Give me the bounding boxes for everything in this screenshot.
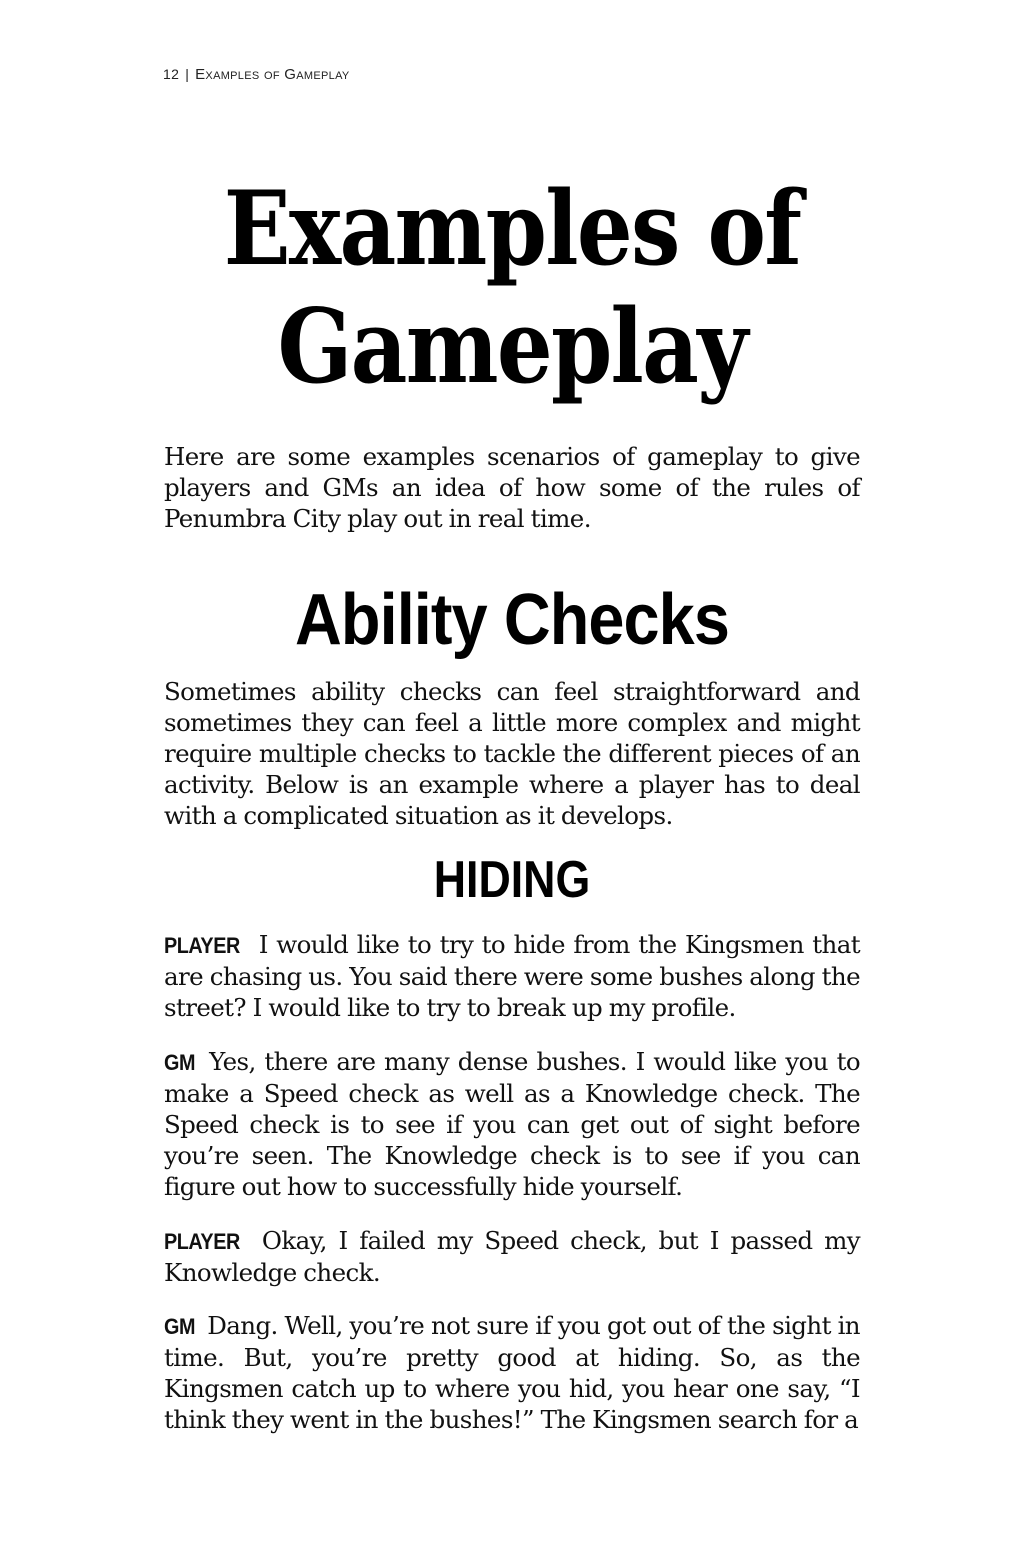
speaker-label: PLAYER xyxy=(164,1229,240,1254)
dialogue-entry xyxy=(164,1310,860,1435)
dialogue-text: I would like to try to hide from the Kingsmen that are chasing us. You said there were some bushes along the street? I would like to try to break up my profile. xyxy=(164,930,860,1022)
dialogue-entry xyxy=(164,929,860,1023)
page-title-line-2: Gameplay xyxy=(277,287,747,407)
speaker-label: PLAYER xyxy=(164,933,240,958)
dialogue-paragraph xyxy=(164,929,860,1023)
intro-paragraph: Here are some examples scenarios of gameplay to give players and GMs an idea of how some of the rules of Penumbra City play out in real time. xyxy=(164,442,860,533)
page-title-line-1: Examples of xyxy=(223,169,801,289)
speaker-label: GM xyxy=(164,1050,196,1075)
speaker-label: GM xyxy=(164,1314,196,1339)
ability-checks-block xyxy=(164,676,860,831)
dialogue-paragraph xyxy=(164,1225,860,1288)
dialogue-paragraph xyxy=(164,1046,860,1202)
dialogue-text: Dang. Well, you’re not sure if you got out of the sight in time. But, you’re pretty good at hiding. So, as the Kingsmen catch up to where you hid, you hear one say, “I think they went in the bushes!” The Kingsmen search for a xyxy=(164,1311,860,1434)
page-title xyxy=(72,170,953,406)
running-head-separator: | xyxy=(185,66,190,82)
ability-checks-paragraph: Sometimes ability checks can feel straightforward and sometimes they can feel a little more complex and might require multiple checks to tackle the different pieces of an activity. Below is an example where a player has to deal with a complicated situation as it develops. xyxy=(164,677,860,830)
dialogue-paragraph xyxy=(164,1310,860,1435)
dialogue-entry xyxy=(164,1046,860,1202)
running-head-section: Examples of Gameplay xyxy=(195,66,350,83)
intro-block xyxy=(164,441,860,534)
dialogue-text: Okay, I failed my Speed check, but I passed my Knowledge check. xyxy=(164,1226,860,1287)
dialogue-entry xyxy=(164,1225,860,1288)
hiding-heading: HIDING xyxy=(433,851,591,909)
dialogue-text: Yes, there are many dense bushes. I would like you to make a Speed check as well as a Knowledge check. The Speed check is to see if you can get out of sight before you’re seen. The Knowledge check is to see if you can figure out how to successfully hide yourself. xyxy=(164,1047,860,1201)
ability-checks-heading: Ability Checks xyxy=(295,580,729,660)
running-head xyxy=(163,66,350,83)
page-number: 12 xyxy=(163,66,180,82)
